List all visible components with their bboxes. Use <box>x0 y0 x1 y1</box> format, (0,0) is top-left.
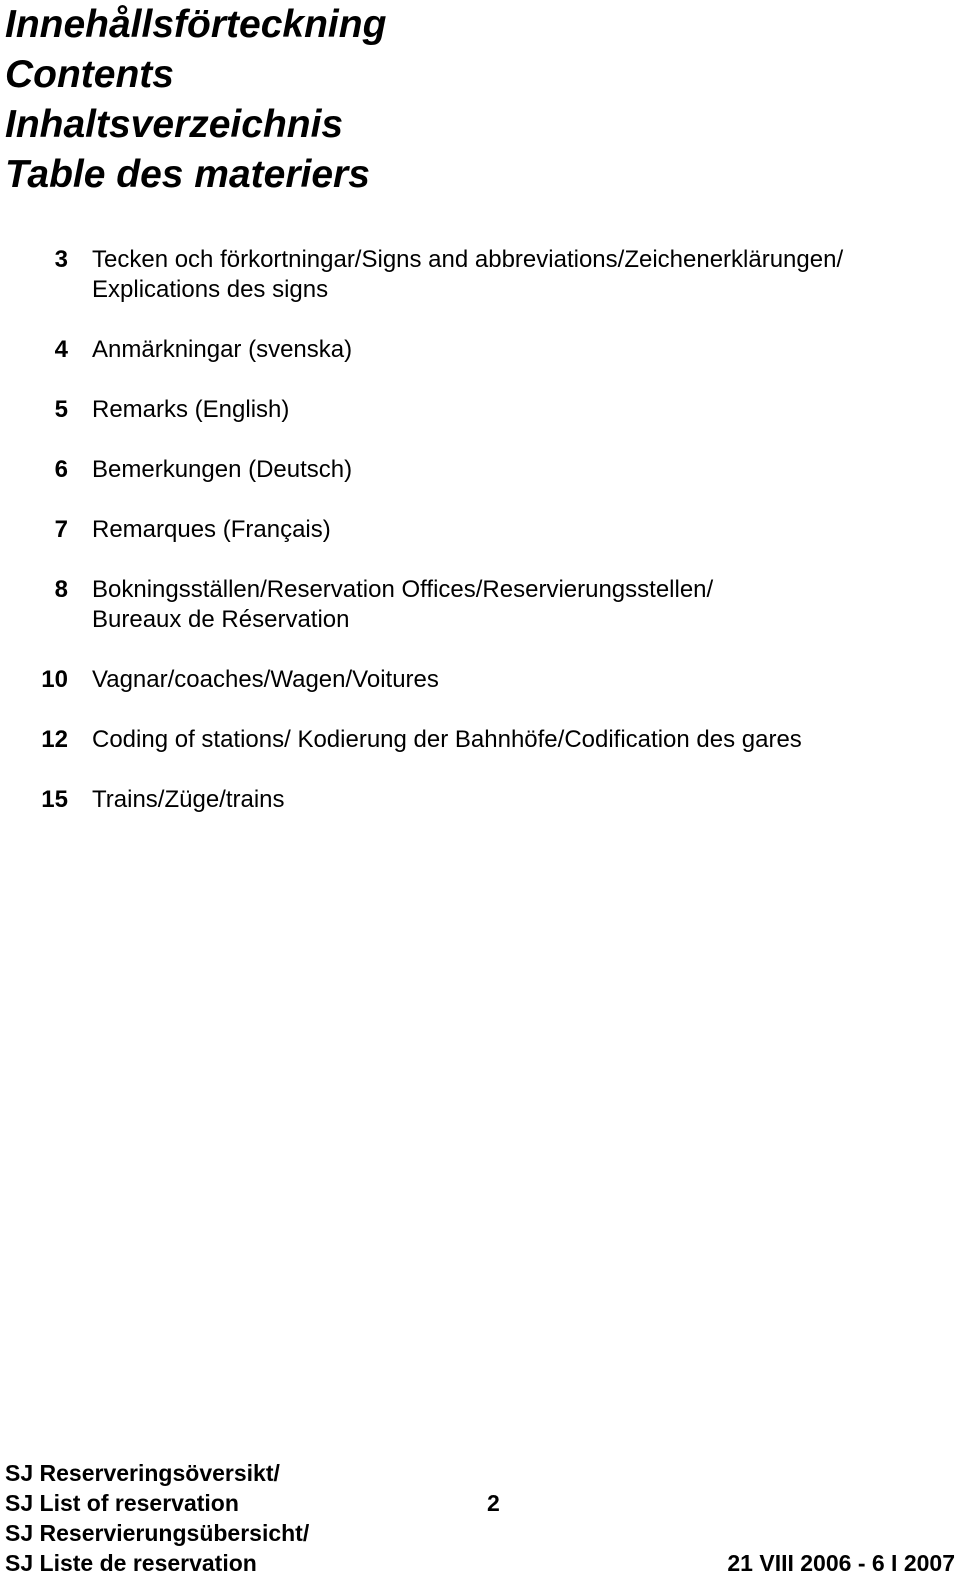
toc-entry-line: Bokningsställen/Reservation Offices/Reservierungsstellen/ <box>92 576 714 603</box>
toc-entry-line: Coding of stations/ Kodierung der Bahnhöfe/Codification des gares <box>92 726 802 753</box>
toc-entry-title <box>92 395 289 425</box>
toc-entry-line: Anmärkningar (svenska) <box>92 336 353 363</box>
toc-entry-line: Bureaux de Réservation <box>92 606 350 633</box>
title-french: Table des materiers <box>5 153 370 196</box>
toc-page-number: 6 <box>54 456 68 483</box>
toc-page-number: 15 <box>41 786 68 813</box>
footer-title-french: SJ Liste de reservation <box>5 1550 257 1576</box>
toc-entry-line: Bemerkungen (Deutsch) <box>92 456 353 483</box>
toc-entry-line: Explications des signs <box>92 276 329 303</box>
footer-title-english: SJ List of reservation <box>5 1490 239 1516</box>
toc-entry-title <box>92 785 285 815</box>
footer-date-range: 21 VIII 2006 - 6 I 2007 <box>727 1550 955 1576</box>
toc-page-number: 5 <box>54 396 68 423</box>
footer-row <box>5 1488 955 1518</box>
toc-entry-line: Remarks (English) <box>92 396 290 423</box>
title-swedish: Innehållsförteckning <box>5 3 387 46</box>
footer-title-german: SJ Reservierungsübersicht/ <box>5 1520 310 1546</box>
toc-entry-title <box>92 245 843 305</box>
footer-row <box>5 1458 955 1488</box>
toc-entry-title <box>92 725 802 755</box>
toc-page-number: 3 <box>54 246 68 273</box>
toc-entry-line: Trains/Züge/trains <box>92 786 285 813</box>
footer-row <box>5 1548 955 1578</box>
document-titles <box>5 0 386 200</box>
toc-page-number: 10 <box>41 666 68 693</box>
title-english: Contents <box>5 53 174 96</box>
toc-entry-line: Vagnar/coaches/Wagen/Voitures <box>92 666 439 693</box>
toc-page-number: 4 <box>54 336 68 363</box>
toc-entry-title <box>92 665 439 695</box>
footer-title-swedish: SJ Reserveringsöversikt/ <box>5 1460 280 1486</box>
footer-row <box>5 1518 955 1548</box>
toc-entry-title <box>92 515 331 545</box>
toc-page-number: 8 <box>54 576 68 603</box>
page-footer <box>5 1458 955 1578</box>
toc-entry-line: Remarques (Français) <box>92 516 331 543</box>
toc-entry-title <box>92 575 713 635</box>
toc-entry-line: Tecken och förkortningar/Signs and abbreviations/Zeichenerklärungen/ <box>92 246 844 273</box>
footer-page-number: 2 <box>487 1490 500 1516</box>
toc-page-number: 7 <box>54 516 68 543</box>
toc-entry-title <box>92 335 352 365</box>
toc-page-number: 12 <box>41 726 68 753</box>
title-german: Inhaltsverzeichnis <box>5 103 344 146</box>
toc-entry-title <box>92 455 352 485</box>
